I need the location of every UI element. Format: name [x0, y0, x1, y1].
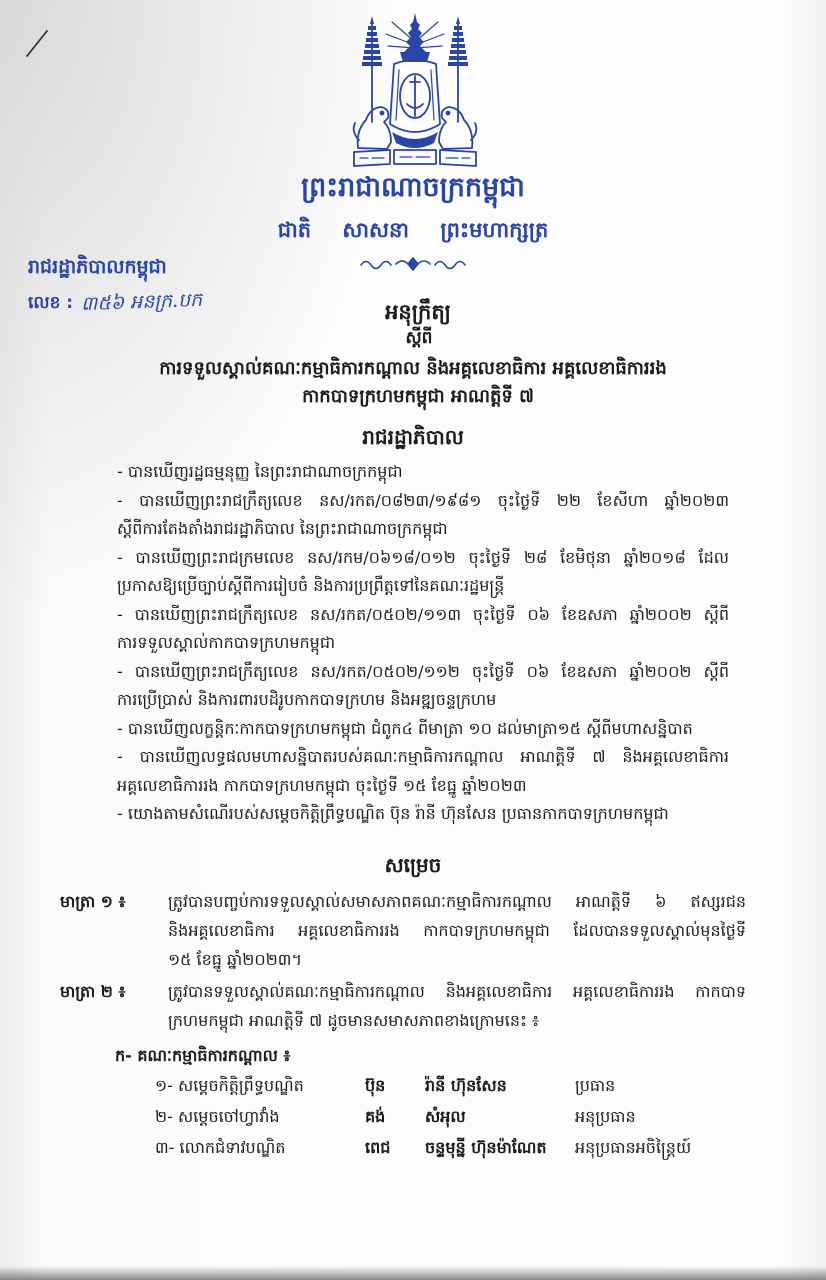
preamble-line: - បានឃើញព្រះរាជក្រឹត្យលេខ នស/រកត/០៥០២/១១២ ចុះថ្ងៃទី ០៦ ខែឧសភា ឆ្នាំ២០០២ ស្តីពី	[117, 661, 729, 681]
article-text	[168, 977, 746, 1035]
motto-nation: ជាតិ	[277, 218, 312, 242]
ornament-icon	[358, 256, 468, 272]
preamble-item	[117, 601, 729, 658]
pen-mark	[24, 28, 50, 58]
preamble-item	[117, 715, 729, 744]
members-table	[0, 1070, 826, 1163]
preamble-line: ប្រកាសឱ្យប្រើច្បាប់ស្តីពីការរៀបចំ និងការប្រព្រឹត្តទៅនៃគណៈរដ្ឋមន្ត្រី	[117, 576, 505, 595]
preamble-line: - បានឃើញរដ្ឋធម្មនុញ្ញ នៃព្រះរាជាណាចក្រកម្ពុជា	[117, 462, 403, 481]
member-title: ២- សម្តេចចៅហ្វាវាំង	[155, 1106, 280, 1126]
preamble-list	[117, 458, 729, 829]
motto-religion: សាសនា	[342, 218, 409, 242]
central-committee-heading: ក- គណៈកម្មាធិការកណ្តាល ៖	[115, 1045, 291, 1065]
member-given-name: រ៉ានី ហ៊ុនសែន	[425, 1075, 507, 1095]
motto-king: ព្រះមហាក្សត្រ	[440, 218, 549, 242]
preamble-line: - បានឃើញព្រះរាជក្រឹត្យលេខ នស/រកត/០៨២៣/១៩៨១ ចុះថ្ងៃទី ២២ ខែសីហា ឆ្នាំ២០២៣	[117, 490, 729, 510]
article-2	[0, 977, 826, 1035]
article-label: មាត្រា ២ ៖	[60, 981, 126, 1001]
article-label: មាត្រា ១ ៖	[60, 891, 126, 911]
article-line: ត្រូវបានបញ្ចប់ការទទួលស្គាល់សមាសភាពគណៈកម្មាធិការកណ្តាល អាណត្តិទី ៦ ឥស្សរជន	[168, 891, 746, 911]
preamble-item	[117, 800, 729, 829]
document-body	[0, 458, 826, 1163]
article-line: ១៥ ខែធ្នូ ឆ្នាំ២០២៣។	[168, 949, 302, 969]
issuing-government: រាជរដ្ឋាភិបាលកម្ពុជា	[28, 256, 167, 278]
member-title: ៣- លោកជំទាវបណ្ឌិត	[155, 1137, 286, 1157]
subject-line: ការទទួលស្គាល់គណៈកម្មាធិការកណ្តាល និងអគ្គលេខាធិការ អគ្គលេខាធិការរង	[159, 358, 667, 379]
document-number-label: លេខ :	[28, 293, 74, 313]
article-line: និងអគ្គលេខាធិការ អគ្គលេខាធិការរង កាកបាទក្រហមកម្ពុជា ដែលបានទទួលស្គាល់មុនថ្ងៃទី	[168, 920, 746, 940]
preamble-line: - បានឃើញលទ្ធផលមហាសន្និបាតរបស់គណៈកម្មាធិការកណ្តាល អាណត្តិទី ៧ និងអគ្គលេខាធិការ	[117, 747, 729, 766]
member-role: អនុប្រធានអចិន្ត្រៃយ៍	[575, 1137, 692, 1157]
preamble-line: - បានឃើញលក្ខន្តិកៈកាកបាទក្រហមកម្ពុជា ជំពូក៤ ពីមាត្រា ១០ ដល់មាត្រា១៥ ស្តីពីមហាសន្និបាត	[117, 718, 693, 738]
preamble-item	[117, 458, 729, 487]
kingdom-title: ព្រះរាជាណាចក្រកម្ពុជា	[301, 172, 525, 203]
article-line: ក្រហមកម្ពុជា អាណត្តិទី ៧ ដូចមានសមាសភាពខាងក្រោមនេះ ៖	[168, 1010, 540, 1030]
concerning-label: ស្តីពី	[405, 328, 433, 348]
decision-heading: សម្រេច	[384, 852, 442, 877]
member-surname: ពេជ	[365, 1137, 391, 1157]
preamble-line: ការទទួលស្គាល់កាកបាទក្រហមកម្ពុជា	[117, 633, 336, 652]
member-surname: គង់	[365, 1106, 386, 1126]
subject-line: កាកបាទក្រហមកម្ពុជា អាណត្តិទី ៧	[302, 386, 534, 407]
document-number-handwritten: ៣៥៦ អនក្រ.បក	[80, 288, 203, 316]
member-row	[0, 1101, 826, 1132]
preamble-item	[117, 544, 729, 601]
preamble-item	[117, 487, 729, 544]
national-motto	[0, 212, 826, 248]
royal-coat-of-arms-icon	[350, 12, 480, 167]
issuer-heading: រាជរដ្ឋាភិបាល	[362, 425, 464, 449]
article-line: ត្រូវបានទទួលស្គាល់គណៈកម្មាធិការកណ្តាល និងអគ្គលេខាធិការ អគ្គលេខាធិការរង កាកបាទ	[168, 981, 746, 1001]
preamble-line: អគ្គលេខាធិការរង កាកបាទក្រហមកម្ពុជា ចុះថ្ងៃទី ១៥ ខែធ្នូ ឆ្នាំ២០២៣	[117, 775, 527, 795]
preamble-line: - បានឃើញព្រះរាជក្រឹត្យលេខ នស/រកត/០៥០២/១១៣ ចុះថ្ងៃទី ០៦ ខែឧសភា ឆ្នាំ២០០២ ស្តីពី	[117, 604, 729, 624]
member-role: អនុប្រធាន	[575, 1106, 636, 1126]
member-given-name: ចន្ទមុន្នី ហ៊ុនម៉ាណែត	[425, 1137, 547, 1157]
member-row	[0, 1070, 826, 1101]
member-surname: ប៊ុន	[365, 1075, 386, 1095]
member-row	[0, 1132, 826, 1163]
member-role: ប្រធាន	[575, 1075, 616, 1095]
member-title: ១- សម្តេចកិត្តិព្រឹទ្ធបណ្ឌិត	[155, 1075, 304, 1095]
document-type: អនុក្រឹត្យ	[385, 300, 451, 324]
preamble-item	[117, 658, 729, 715]
preamble-line: - យោងតាមសំណើរបស់សម្តេចកិត្តិព្រឹទ្ធបណ្ឌិត ប៊ុន រ៉ានី ហ៊ុនសែន ប្រធានកាកបាទក្រហមកម្ពុជា	[117, 804, 669, 823]
member-given-name: សំអុល	[425, 1106, 466, 1126]
preamble-line: ស្តីពីការតែងតាំងរាជរដ្ឋាភិបាល នៃព្រះរាជាណាចក្រកម្ពុជា	[117, 519, 448, 538]
preamble-item	[117, 743, 729, 800]
article-text	[168, 887, 746, 974]
preamble-line: - បានឃើញព្រះរាជក្រមលេខ នស/រកម/០៦១៨/០១២ ចុះថ្ងៃទី ២៨ ខែមិថុនា ឆ្នាំ២០១៨ ដែល	[117, 547, 729, 567]
article-1	[0, 887, 826, 974]
preamble-line: ការប្រើប្រាស់ និងការពារបដិរូបកាកបាទក្រហម និងអឌ្ឍចន្ទក្រហម	[117, 690, 497, 709]
